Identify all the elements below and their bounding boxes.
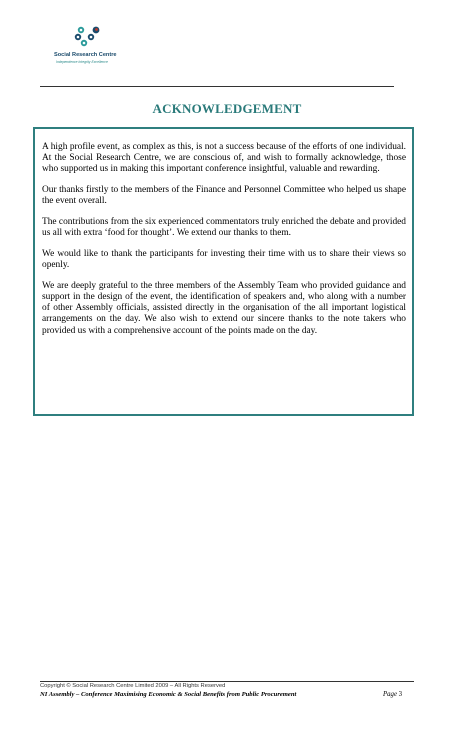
footer-document-title: NI Assembly – Conference Maximising Economic & Social Benefits from Public Procurement [40, 691, 297, 698]
acknowledgement-paragraph: Our thanks firstly to the members of the Finance and Personnel Committee who helped us shape the event overall. [42, 185, 406, 207]
logo-tagline: Independence Integrity Excellence [56, 60, 108, 64]
page-number: 3 [398, 691, 403, 698]
acknowledgement-box [33, 127, 414, 416]
acknowledgement-paragraph: We are deeply grateful to the three members of the Assembly Team who provided guidance and support in the design of the event, the identification of speakers and, who along with a number of other Assembly officials, assisted directly in the organisation of the all important logistical arrangements on the day. We also wish to extend our sincere thanks to the note takers who provided us with a comprehensive account of the points made on the day. [42, 280, 406, 336]
header-divider [40, 86, 394, 87]
acknowledgement-paragraph: We would like to thank the participants for investing their time with us to share their views so openly. [42, 248, 406, 271]
logo-name: Social Research Centre [54, 52, 117, 58]
footer-page-number [383, 691, 402, 698]
page-title: ACKNOWLEDGEMENT [152, 101, 302, 116]
logo [52, 24, 132, 70]
social-research-centre-logo-icon [72, 24, 102, 50]
acknowledgement-paragraph: The contributions from the six experienced commentators truly enriched the debate and provided us all with extra ‘food for thought’. We extend our thanks to them. [42, 217, 406, 239]
footer-copyright: Copyright © Social Research Centre Limited 2009 – All Rights Reserved [40, 683, 226, 689]
acknowledgement-paragraph: A high profile event, as complex as this, is not a success because of the efforts of one individual. At the Social Research Centre, we are conscious of, and wish to formally acknowledge, those who supported us in making this important conference insightful, valuable and rewarding. [42, 142, 406, 175]
page-label: Page [383, 691, 397, 698]
footer-divider [40, 681, 414, 682]
